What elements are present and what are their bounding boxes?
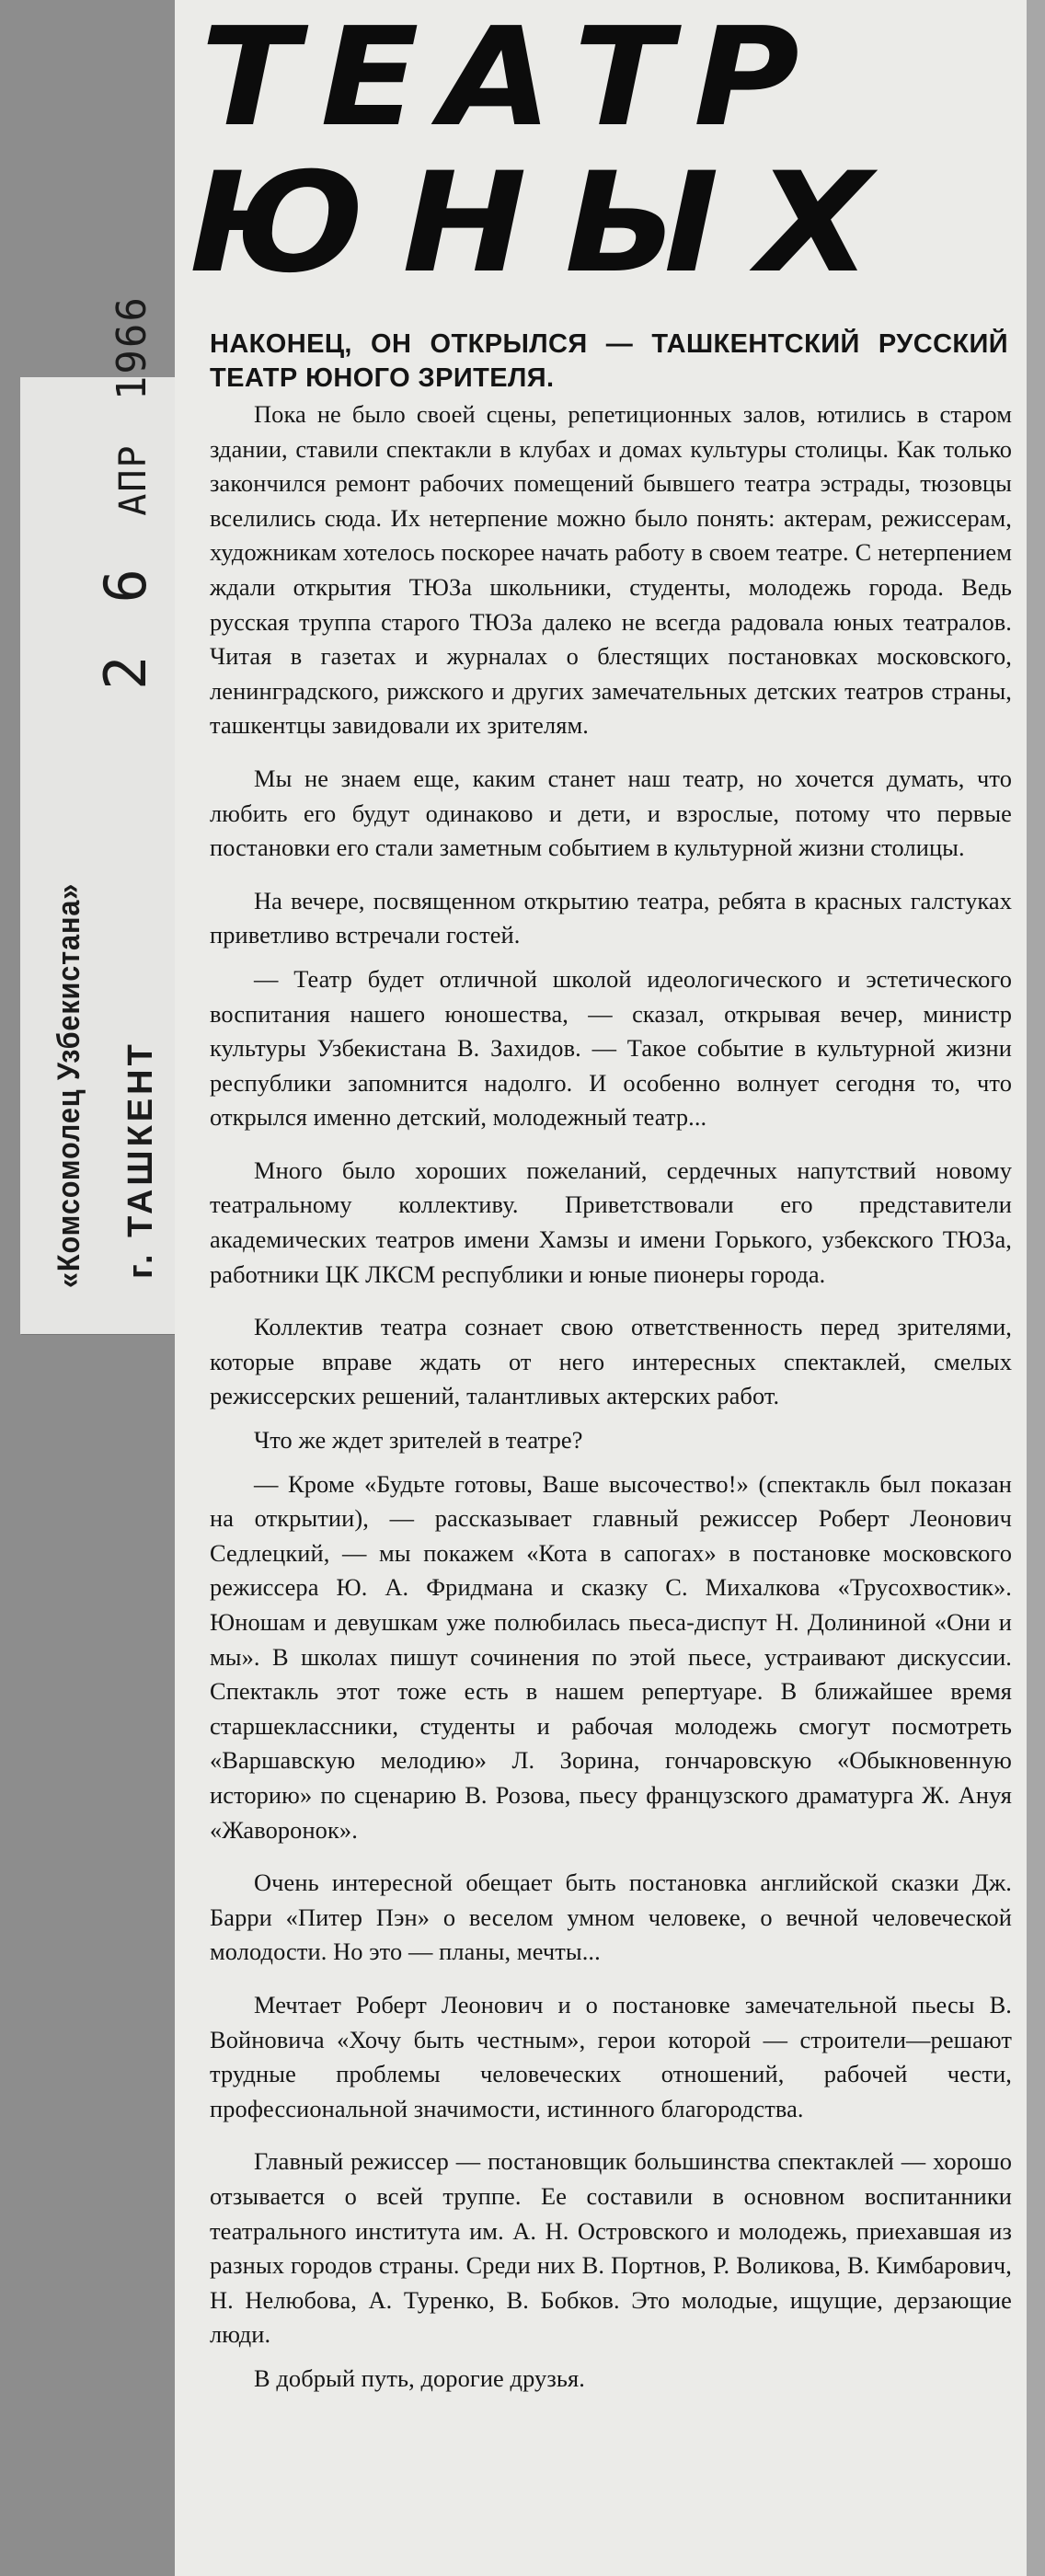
clipping-stamp: [20, 295, 182, 1334]
article-paragraph: Главный режиссер — постановщик большинства спектаклей — хорошо отзывается о всей труппе. Ее составили в основном воспитанники театрального института им. А. Н. Островского и молодежь, приехавшая из разных городов страны. Среди них В. Портнов, Р. Воликова, В. Кимбарович, Н. Нелюбова, А. Туренко, В. Бобков. Это молодые, ищущие, дерзающие люди.: [210, 2147, 1012, 2349]
article-paragraph: — Театр будет отличной школой идеологического и эстетического воспитания нашего юношества, — сказал, открывая вечер, министр культуры Узбекистана В. Захидов. — Такое событие в культурной жизни республики запомнится надолго. И особенно волнует сегодня то, что открылся именно детский, молодежный театр...: [210, 964, 1012, 1132]
article-paragraph: Очень интересной обещает быть постановка английской сказки Дж. Барри «Питер Пэн» о веселом умном человеке, о вечной человеческой молодости. Но это — планы, мечты...: [210, 1869, 1012, 1966]
article-paragraph: Мечтает Роберт Леонович и о постановке замечательной пьесы В. Войновича «Хочу быть честным», герои которой — строители—решают трудные проблемы человеческих отношений, рабочей чести, профессиональной значимости, истинного благородства.: [210, 1990, 1012, 2122]
stamp-year: 1966: [109, 295, 155, 401]
article-paragraph: Много было хороших пожеланий, сердечных напутствий новому театральному коллективу. Приветствовали его представители академических театров имени Хамзы и имени Горького, узбекского ТЮЗа, работники ЦК ЛКСМ республики и юные пионеры города.: [210, 1156, 1012, 1288]
article-body: [210, 397, 1012, 2405]
article-paragraph: На вечере, посвященном открытию театра, ребята в красных галстуках приветливо встречали гостей.: [210, 886, 1012, 949]
stamp-month: АПР: [112, 443, 155, 516]
article-paragraph: Пока не было своей сцены, репетиционных залов, ютились в старом здании, ставили спектакли в клубах и домах культуры столицы. Как только закончился ремонт рабочих помещений бывшего театра эстрады, тюзовцы вселились сюда. Их нетерпение можно было понять: актерам, режиссерам, художникам хотелось поскорее начать работу в своем театре. С нетерпением ждали открытия ТЮЗа школьники, студенты, молодежь города. Ведь русская труппа старого ТЮЗа далеко не всегда радовала юных театралов. Читая в газетах и журналах о блестящих постановках московского, ленинградского, рижского и других замечательных детских театров страны, ташкентцы завидовали их зрителям.: [210, 400, 1012, 740]
article-paragraph: Что же ждет зрителей в театре?: [254, 1426, 583, 1455]
stamp-city: г. ТАШКЕНТ: [121, 1041, 160, 1279]
article-paragraph: Коллектив театра сознает свою ответственность перед зрителями, которые вправе ждать от него интересных спектаклей, смелых режиссерских решений, талантливых актерских работ.: [210, 1313, 1012, 1410]
stamp-newspaper-name: «Комсомолец Узбекистана»: [52, 882, 86, 1288]
stamp-date: [92, 295, 159, 690]
stamp-day: 2 6: [92, 559, 159, 690]
newspaper-clipping: [175, 0, 1027, 2576]
headline-line-2: ЮНЫХ: [189, 144, 910, 304]
article-paragraph: В добрый путь, дорогие друзья.: [254, 2363, 585, 2392]
article-paragraph: Мы не знаем еще, каким станет наш театр, но хочется думать, что любить его будут одинаково и дети, и взрослые, потому что первые постановки его стали заметным событием в культурной жизни столицы.: [210, 764, 1012, 862]
headline-line-1: ТЕАТР: [201, 0, 821, 156]
article-lead: НАКОНЕЦ, ОН ОТКРЫЛСЯ — ТАШКЕНТСКИЙ РУССКИЙ ТЕАТР ЮНОГО ЗРИТЕЛЯ.: [210, 329, 1008, 393]
stamp-rotated-text: [20, 295, 182, 1334]
article-paragraph: — Кроме «Будьте готовы, Ваше высочество!» (спектакль был показан на открытии), — рассказывает главный режиссер Роберт Леонович Седлецкий, — мы покажем «Кота в сапогах» в постановке московского режиссера Ю. А. Фридмана и сказку С. Михалкова «Трусохвостик». Юношам и девушкам уже полюбилась пьеса-диспут Н. Долининой «Они и мы». В школах пишут сочинения по этой пьесе, устраивают дискуссии. Спектакль этот тоже есть в нашем репертуаре. В ближайшее время старшеклассники, студенты и рабочая молодежь смогут посмотреть «Варшавскую мелодию» Л. Зорина, гончаровскую «Обыкновенную историю» по сценарию В. Розова, пьесу французского драматурга Ж. Ануя «Жаворонок».: [210, 1469, 1012, 1844]
